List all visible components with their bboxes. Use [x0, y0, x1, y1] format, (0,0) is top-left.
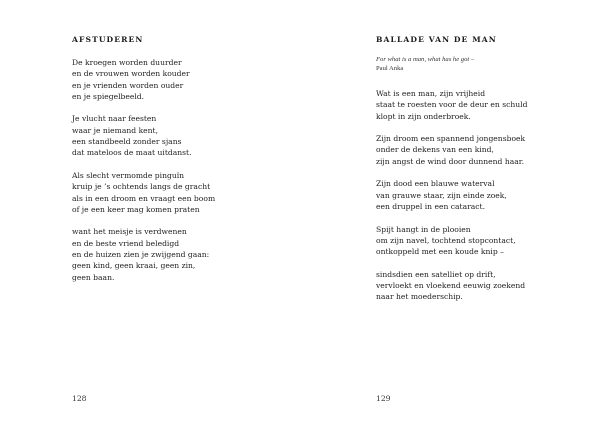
poem-line: klopt in zijn onderbroek. [376, 111, 471, 121]
poem-line: De kroegen worden duurder [72, 58, 182, 67]
poem-line: ontkoppeld met een koude knip – [376, 247, 504, 257]
right-page [300, 0, 600, 432]
poem-line: geen kind, geen kraai, geen zin, [72, 261, 196, 271]
poem-line: naar het moederschip. [376, 292, 463, 302]
poem-line: staat te roesten voor de deur en schuld [376, 100, 528, 110]
stanza [376, 88, 527, 122]
poem-title: AFSTUDEREN [72, 35, 144, 44]
poem-body [72, 57, 215, 294]
poem-line: zijn angst de wind door dunnend haar. [376, 156, 524, 166]
poem-line: dat mateloos de maat uitdanst. [72, 148, 192, 158]
poem-line: kruip je ’s ochtends langs de gracht [72, 182, 211, 192]
poem-line: van grauwe staar, zijn einde zoek, [376, 190, 507, 200]
stanza [72, 170, 215, 215]
poem-line: een standbeeld zonder sjans [72, 137, 182, 147]
poem-line: geen baan. [72, 272, 115, 282]
stanza [376, 269, 527, 303]
page-number: 129 [376, 394, 391, 403]
poem-line: als in een droom en vraagt een boom [72, 193, 216, 203]
epigraph-quote: For what is a man, what has he got – [376, 56, 475, 63]
stanza [72, 226, 215, 282]
poem-line: en je spiegelbeeld. [72, 91, 145, 101]
stanza [376, 178, 527, 212]
poem-line: Wat is een man, zijn vrijheid [376, 89, 486, 98]
poem-line: en de vrouwen worden kouder [72, 69, 190, 79]
poem-body [376, 88, 527, 314]
poem-line: vervloekt en vloekend eeuwig zoekend [376, 281, 526, 291]
poem-line: onder de dekens van een kind, [376, 145, 494, 155]
stanza [72, 57, 215, 102]
page-number: 128 [72, 394, 87, 403]
stanza [376, 224, 527, 258]
poem-line: en de huizen zien je zwijgend gaan: [72, 250, 210, 260]
poem-line: een druppel in een cataract. [376, 201, 485, 211]
poem-line: Zijn droom een spannend jongensboek [376, 134, 526, 144]
poem-line: waar je niemand kent, [72, 125, 159, 135]
poem-line: of je een keer mag komen praten [72, 204, 200, 214]
poem-line: en de beste vriend beledigd [72, 238, 180, 248]
poem-line: sindsdien een satelliet op drift, [376, 269, 496, 279]
epigraph-author: Paul Anka [376, 65, 404, 72]
poem-line: Spijt hangt in de plooien [376, 224, 471, 234]
poem-line: Zijn dood een blauwe waterval [376, 179, 495, 189]
poem-line: en je vrienden worden ouder [72, 80, 184, 90]
poem-line: Als slecht vermomde pinguïn [72, 170, 185, 180]
poem-line: want het meisje is verdwenen [72, 227, 187, 237]
poem-title: BALLADE VAN DE MAN [376, 35, 497, 44]
epigraph [376, 55, 474, 73]
stanza [376, 133, 527, 167]
poem-line: om zijn navel, tochtend stopcontact, [376, 235, 516, 245]
poem-line: Je vlucht naar feesten [72, 114, 157, 124]
stanza [72, 113, 215, 158]
